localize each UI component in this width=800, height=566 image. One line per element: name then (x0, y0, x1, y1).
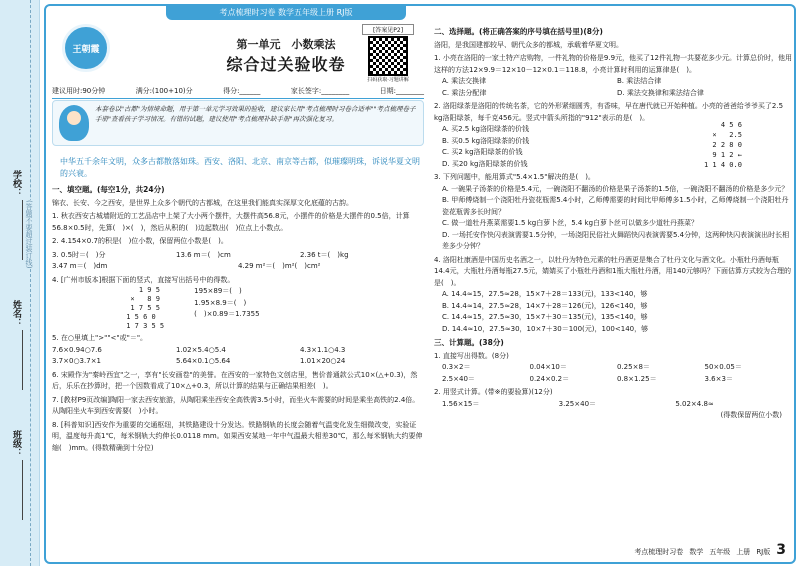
option: A. 买2.5 kg洛阳绿茶的价钱 (442, 125, 529, 133)
direct-item: 0.24×0.2＝ (529, 374, 570, 383)
direct-row-2 (434, 374, 792, 386)
question-8: 8. [科普知识]西安作为重要的交通枢纽，其铁路建设十分发达。铁路钢轨的长度会随着气温变化发生细微改变，实验证明，温度每升高1℃，每米钢轨大约伸长0.0118 mm。如果西安某地一年中气温最大相差30℃，那么每米钢轨大约要伸缩( )mm。(得数精确到十分位) (52, 420, 423, 452)
footer-series: 考点梳理时习卷 (634, 548, 684, 556)
student-avatar-icon (59, 105, 89, 141)
question-4: 4. [广州市版本]根据下面的竖式，直接写出括号中的得数。 (52, 275, 235, 284)
q3-e: 4.29 m²＝( )m²( )cm² (238, 262, 321, 270)
direct-item: 3.6×3＝ (704, 374, 733, 383)
full-score: 满分:(100+10)分 (135, 87, 193, 95)
direct-item: 0.8×1.25＝ (617, 374, 657, 383)
binding-note: (答题不要超过装订线) (25, 200, 33, 269)
direct-row-1 (434, 362, 792, 374)
question-2: 2. 4.154×0.7的积是( )位小数，保留两位小数是( )。 (52, 237, 228, 245)
compare-item: 5.64×0.1○5.64 (176, 357, 231, 365)
option: C. 做一道牡丹燕菜需要1.5 kg白萝卜丝，5.4 kg白萝卜丝可以做多少道牡丹燕菜？ (442, 219, 699, 227)
option: C. 买2 kg洛阳绿茶的价钱 (442, 148, 523, 156)
school-line (22, 200, 23, 260)
intro-text: 中华五千余年文明，众多古都散落如珠。西安、洛阳、北京、南京等古都，似璀璨明珠，诉说华夏文明的兴衰。 (60, 157, 420, 178)
notice-text: 本套卷以"古都"为情境命题，用于第一单元学习效果的验收，建议家长用"考点梳理时习卷合适率""考点梳理卷子手册"查看孩子学习情况。有错的试题，建议使用"考点梳理补缺手册"再次强化复习。 (95, 105, 416, 123)
choice-1-options-b (434, 88, 792, 100)
choice-1-options-a (434, 76, 792, 88)
qr-code-icon[interactable] (368, 36, 408, 76)
vertical-row (434, 399, 792, 411)
page-number: 3 (776, 542, 786, 558)
direct-item: 0.3×2＝ (442, 363, 471, 371)
name-line (22, 330, 23, 390)
vertical-item: 5.02×4.8≈ (675, 399, 714, 408)
left-column (52, 182, 424, 454)
option: B. 买0.5 kg洛阳绿茶的价钱 (442, 136, 530, 145)
page-title: 综合过关验收卷 (226, 55, 346, 74)
vertical-item: 3.25×40＝ (558, 399, 597, 408)
q3-b: 13.6 m＝( )cm (176, 250, 231, 259)
class-line (22, 460, 23, 520)
compare-item: 1.02×5.4○5.4 (176, 345, 226, 354)
option: B. 甲师傅烧制一个浇阳牡丹瓷花瓶需5.4小时，乙师傅需要的时间比甲师傅多1.5小时，乙师傅烧制一个浇阳牡丹瓷花瓶需多长时间？ (442, 196, 789, 216)
calc-1: 1. 直接写出得数。(8分) (434, 351, 509, 360)
q3-c: 2.36 t＝( )kg (300, 250, 349, 259)
direct-item: 0.04×10＝ (529, 363, 567, 371)
section-choice: 二、选择题。(将正确答案的序号填在括号里)(8分) (434, 27, 603, 36)
page-footer (634, 542, 786, 558)
option: B. 乘法结合律 (617, 77, 662, 85)
compare-item: 1.01×20○24 (300, 357, 346, 365)
section-calc: 三、计算题。(38分) (434, 338, 504, 347)
right-column (434, 24, 792, 422)
question-3-row2 (52, 261, 424, 273)
footer-vol: 上册 (736, 548, 751, 556)
option: A. 一碗果子汤茶的价格是5.4元，一碗浇阳不翻汤的价格是果子汤茶的1.5倍，一碗浇阳不翻汤的价格是多少元？ (442, 184, 789, 193)
footer-edition: RJ版 (756, 548, 771, 556)
binding-line (30, 0, 31, 566)
vertical-calc: 1 9 5 × 8 9 1 7 5 5 1 5 6 0 1 7 3 5 5 (126, 286, 165, 330)
calc-result-2: 1.95×8.9＝( ) (194, 298, 247, 307)
name-label: 姓名： (11, 300, 21, 327)
answer-ref: [答案见P2] (362, 24, 414, 35)
vertical-calc-2: 4 5 6 × 2.5 2 2 8 0 9 1 2 ← 1 1 4 0.0 (704, 121, 742, 169)
direct-item: 0.25×8＝ (617, 363, 650, 371)
q4-answers (164, 286, 259, 331)
compare-item: 7.6×0.94○7.6 (52, 345, 102, 354)
option: A. 14.4≈15，27.5≈28，15×7＋28＝133(元)，133<140，够 (442, 290, 648, 298)
qr-block (362, 24, 414, 83)
section-fill: 一、填空题。(每空1分，共24分) (52, 185, 165, 194)
q4-work (52, 286, 424, 331)
compare-item: 4.3×1.1○4.3 (300, 345, 346, 354)
option: C. 乘法分配律 (442, 88, 487, 97)
choice-4: 4. 洛阳杜康酒是中国历史名酒之一，以牡丹为特色元素的牡丹酒更是集合了牡丹文化与酒文化。小瓶牡丹酒每瓶14.4元，大瓶牡丹酒每瓶27.5元，婧婧买了小瓶牡丹酒和1瓶大瓶牡丹酒，用140元够吗？下面估算方式较为合理的是( )。 (434, 255, 791, 287)
option: C. 14.4≈15，27.5≈30，15×7＋30＝135(元)，135<140，够 (442, 313, 648, 321)
calc-result-1: 195×89＝( ) (194, 287, 242, 295)
choice-2-options (434, 121, 792, 170)
section-intro: 锦衣、长安、今之西安，是世界上众多个朝代的古都城，在这里我们能真实深厚文化底蕴的古韵。 (52, 198, 353, 207)
series-banner: 考点梳理时习卷 数学五年级上册 RJ版 (166, 6, 406, 20)
choice-2: 2. 洛阳绿茶是洛阳的传统名茶，它的外形紧细圆秀，有香味，早在唐代就已开始种植。小亮的爸爸给爷爷买了2.5 kg洛阳绿茶，每千克456元。竖式中箭头所指的"912"表示的是( )。 (434, 102, 784, 122)
direct-item: 2.5×40＝ (442, 374, 475, 383)
binding-strip (0, 0, 40, 566)
unit-title: 第一单元 小数乘法 (236, 38, 336, 51)
footer-subject: 数学 (689, 548, 704, 556)
parent-sign: 家长签字:________ (290, 87, 350, 95)
section-intro: 洛阳，是我国建都较早、朝代众多的都城，承载着华夏文明。 (434, 40, 623, 49)
notice-box (52, 100, 424, 146)
choice-3: 3. 下列问题中，能用算式"5.4×1.5"解决的是( )。 (434, 173, 595, 181)
option: D. 乘法交换律和乘法结合律 (617, 88, 704, 97)
calc-result-3: ( )×0.89＝1.7355 (194, 310, 260, 318)
compare-item: 3.7×0○3.7×1 (52, 357, 102, 365)
info-row (52, 86, 424, 99)
direct-item: 50×0.05＝ (704, 363, 742, 371)
vertical-item: 1.56×15＝ (442, 399, 480, 408)
question-6: 6. 宋殿作为"秦岭西宜"之一，享有"长安画卷"的美誉。在西安的一家特色文创店里，售价普通款公式10×(△+0.3)，然后，乐乐在抄算时，把一个因数看成了10×△+0.3，所以计算的结果与正确结果相差( )。 (52, 370, 418, 390)
calc-2: 2. 用竖式计算。(带※的要验算)(12分) (434, 388, 553, 396)
compare-row-1 (52, 345, 424, 357)
footer-grade: 五年级 (709, 548, 731, 556)
time-info: 建议用时:90分钟 (52, 87, 106, 95)
worksheet-page (44, 4, 796, 564)
q3-d: 3.47 m＝( )dm (52, 262, 108, 270)
choice-1: 1. 小亮在洛阳的一家土特产店购物，一件礼物的价格是9.9元，他买了12件礼物一共要花多少元。计算总价时，他用这样的方法12×9.9＝12×10－12×0.1＝118.8，小亮计算时利用的运算律是( )。 (434, 54, 792, 74)
date-field: 日期:________ (379, 87, 424, 95)
option: A. 乘法交换律 (442, 77, 487, 85)
brand-logo: 王朝霞 (62, 24, 110, 72)
option: D. 14.4≈10，27.5≈30，10×7＋30＝100(元)，100<140，够 (442, 324, 649, 333)
option: B. 14.4≈14，27.5≈28，14×7＋28＝126(元)，126<140，够 (442, 301, 648, 310)
option: D. 买20 kg洛阳绿茶的价钱 (442, 159, 528, 168)
question-7: 7. [教材P9页改编]陶阳一家去西安旅游，从陶阳乘坐西安全高铁需3.5小时，而坐火车需要的时间是乘坐高铁的2.4倍。从陶阳坐火车到西安需要( )小时。 (52, 395, 420, 415)
score-field: 得分:______ (223, 87, 261, 95)
school-label: 学校： (11, 170, 21, 197)
question-3-row1 (52, 250, 424, 262)
vertical-note: (得数保留两位小数) (720, 411, 782, 419)
question-5: 5. 在○里填上">""<"或"＝"。 (52, 334, 148, 342)
qr-caption: 扫码获取·习题讲解 (367, 77, 409, 83)
question-1: 1. 秋衣西安古城墙附近的工艺品店中上架了大小两个摆件，大摆件高56.8元，小摆件的价格是大摆件的0.5倍，计算56.8×0.5时，先算( )×( )，然后从积的( )边起数出( )位点上小数点。 (52, 212, 410, 232)
q3-a: 3. 0.5时＝( )分 (52, 250, 106, 259)
option: D. 一场托安作快闪表演需要1.5分钟，一场浇阳民俗社火舞蹈快闪表演需要5.4分钟，这两种快闪表演演出时长相差多少分钟？ (442, 230, 790, 250)
compare-row-2 (52, 356, 424, 368)
class-label: 班级： (11, 430, 21, 457)
